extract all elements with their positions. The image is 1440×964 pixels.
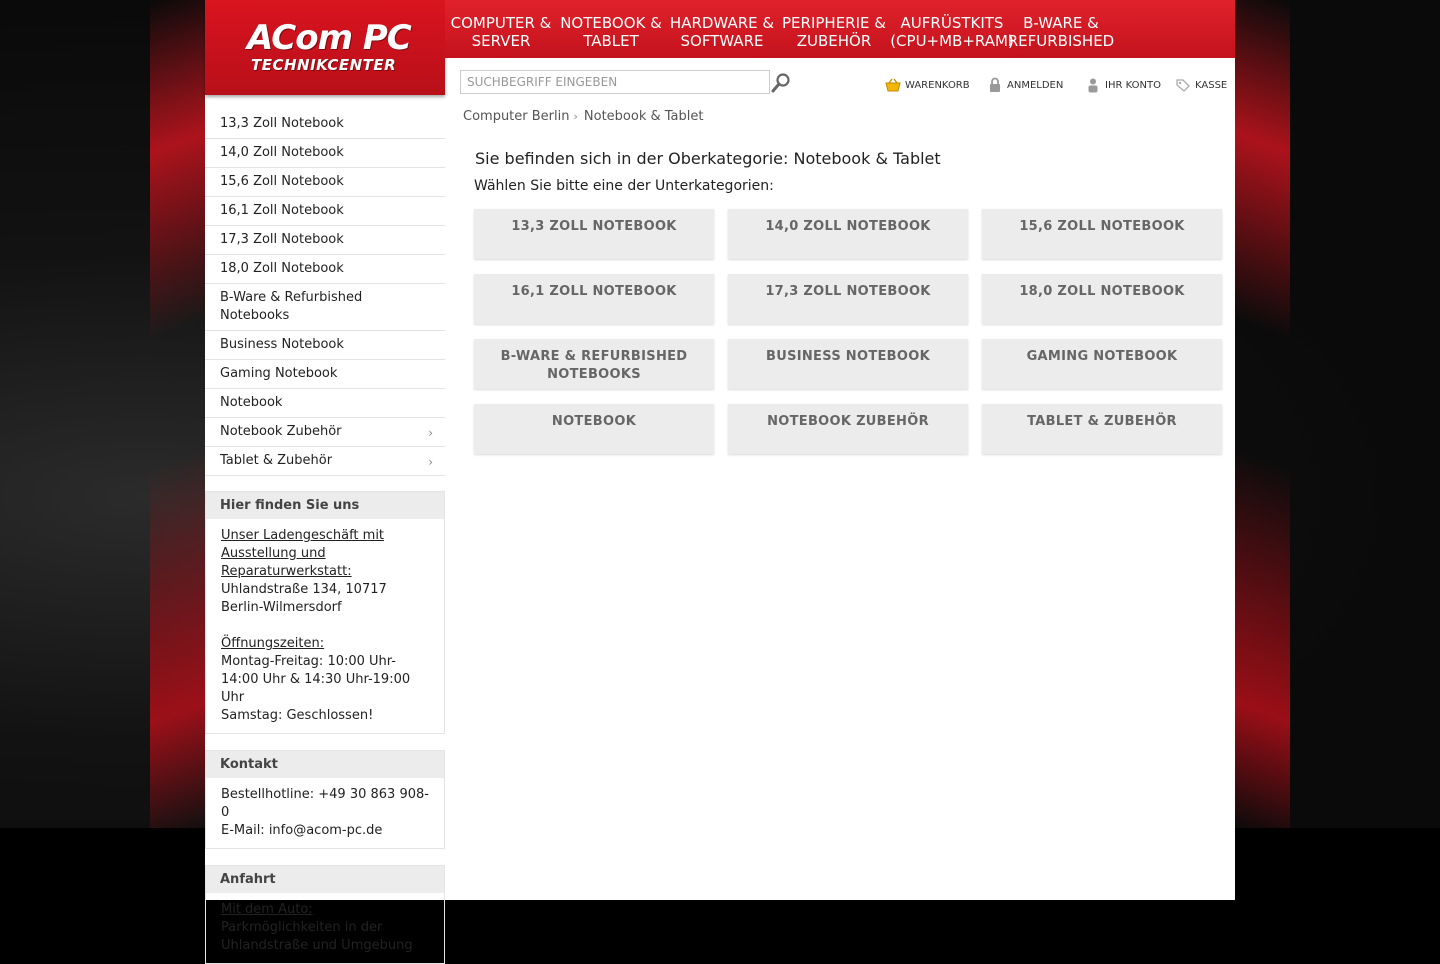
find-us-title: Hier finden Sie uns xyxy=(206,492,444,519)
tile-13-3-zoll[interactable]: 13,3 ZOLL NOTEBOOK xyxy=(474,209,714,259)
tile-business[interactable]: BUSINESS NOTEBOOK xyxy=(728,339,968,389)
tile-16-1-zoll[interactable]: 16,1 ZOLL NOTEBOOK xyxy=(474,274,714,324)
tile-14-0-zoll[interactable]: 14,0 ZOLL NOTEBOOK xyxy=(728,209,968,259)
user-icon xyxy=(1085,77,1101,93)
sidebar-item-label: 16,1 Zoll Notebook xyxy=(220,203,344,218)
nav-computer-server[interactable]: COMPUTER & SERVER xyxy=(450,14,552,50)
account-label: IHR KONTO xyxy=(1105,79,1161,91)
sidebar-item-label: 13,3 Zoll Notebook xyxy=(220,116,344,131)
find-us-box xyxy=(205,491,445,734)
sidebar-item-notebook[interactable] xyxy=(205,389,445,418)
tile-tablet-zubehoer[interactable]: TABLET & ZUBEHÖR xyxy=(982,404,1222,454)
nav-notebook-tablet[interactable]: NOTEBOOK & TABLET xyxy=(560,14,662,50)
store-label[interactable]: Unser Ladengeschäft mit Ausstellung und Reparaturwerkstatt: xyxy=(221,528,385,579)
sidebar-item-gaming[interactable] xyxy=(205,360,445,389)
checkout-label: KASSE xyxy=(1195,79,1228,91)
page-container xyxy=(205,0,1235,953)
sidebar-item-label: B-Ware & Refurbished Notebooks xyxy=(220,290,363,323)
search-button[interactable] xyxy=(770,72,792,94)
contact-phone: Bestellhotline: +49 30 863 908-0 xyxy=(221,787,429,820)
sidebar-item-label: 14,0 Zoll Notebook xyxy=(220,145,344,160)
page-subtitle: Wählen Sie bitte eine der Unterkategorien: xyxy=(474,178,774,194)
sidebar-item-17-3-zoll[interactable] xyxy=(205,226,445,255)
breadcrumb-current[interactable]: Notebook & Tablet xyxy=(583,109,704,124)
sidebar-item-tablet-zubehoer[interactable] xyxy=(205,447,445,476)
hours-label[interactable]: Öffnungszeiten: xyxy=(221,636,325,651)
lock-icon xyxy=(987,77,1003,93)
hours-saturday: Samstag: Geschlossen! xyxy=(221,708,374,723)
contact-email[interactable]: E-Mail: info@acom-pc.de xyxy=(221,823,383,838)
sidebar-item-14-0-zoll[interactable] xyxy=(205,139,445,168)
car-text: Parkmöglichkeiten in der Uhlandstraße und Umgebung xyxy=(221,920,413,953)
sidebar-item-15-6-zoll[interactable] xyxy=(205,168,445,197)
tile-notebook-zubehoer[interactable]: NOTEBOOK ZUBEHÖR xyxy=(728,404,968,454)
chevron-right-icon: › xyxy=(573,110,578,123)
login-link[interactable] xyxy=(987,77,1063,93)
chevron-right-icon: › xyxy=(428,426,433,440)
sidebar-item-label: 18,0 Zoll Notebook xyxy=(220,261,344,276)
tile-notebook[interactable]: NOTEBOOK xyxy=(474,404,714,454)
search-input[interactable] xyxy=(461,72,763,92)
find-us-body xyxy=(206,519,444,733)
contact-body xyxy=(206,778,444,848)
tile-17-3-zoll[interactable]: 17,3 ZOLL NOTEBOOK xyxy=(728,274,968,324)
search-box xyxy=(460,70,770,94)
directions-box xyxy=(205,865,445,964)
sidebar-item-label: Notebook Zubehör xyxy=(220,424,342,439)
logo-sub-text: TECHNIKCENTER xyxy=(251,56,397,74)
page-title: Sie befinden sich in der Oberkategorie: Notebook & Tablet xyxy=(475,149,941,168)
sidebar-item-label: Notebook xyxy=(220,395,283,410)
sidebar-item-16-1-zoll[interactable] xyxy=(205,197,445,226)
login-label: ANMELDEN xyxy=(1007,79,1064,91)
car-label[interactable]: Mit dem Auto: xyxy=(221,902,313,917)
sidebar-item-13-3-zoll[interactable] xyxy=(205,110,445,139)
nav-hardware-software[interactable]: HARDWARE & SOFTWARE xyxy=(669,14,775,50)
nav-bware-refurbished[interactable]: B-WARE & REFURBISHED xyxy=(1007,14,1115,50)
contact-box xyxy=(205,750,445,849)
sidebar xyxy=(205,110,445,964)
sidebar-item-18-0-zoll[interactable] xyxy=(205,255,445,284)
tile-15-6-zoll[interactable]: 15,6 ZOLL NOTEBOOK xyxy=(982,209,1222,259)
breadcrumb-home[interactable]: Computer Berlin xyxy=(463,109,570,124)
background-red-accent-left xyxy=(150,0,210,828)
directions-title: Anfahrt xyxy=(206,866,444,893)
logo-main-text: ACom PC xyxy=(247,18,411,58)
breadcrumb xyxy=(463,109,703,124)
sidebar-item-label: Tablet & Zubehör xyxy=(220,453,333,468)
tile-gaming[interactable]: GAMING NOTEBOOK xyxy=(982,339,1222,389)
directions-body xyxy=(206,893,444,963)
cart-label: WARENKORB xyxy=(905,79,970,91)
chevron-right-icon: › xyxy=(428,455,433,469)
store-address: Uhlandstraße 134, 10717 Berlin-Wilmersdorf xyxy=(221,582,387,615)
account-link[interactable] xyxy=(1085,77,1161,93)
sidebar-item-label: 17,3 Zoll Notebook xyxy=(220,232,344,247)
search-icon xyxy=(770,72,792,94)
sidebar-item-label: Gaming Notebook xyxy=(220,366,338,381)
tag-icon xyxy=(1175,77,1191,93)
sidebar-item-bware[interactable] xyxy=(205,284,445,331)
logo[interactable] xyxy=(205,0,445,95)
nav-peripherie-zubehoer[interactable]: PERIPHERIE & ZUBEHÖR xyxy=(782,14,886,50)
hours-weekday: Montag-Freitag: 10:00 Uhr-14:00 Uhr & 14:30 Uhr-19:00 Uhr xyxy=(221,654,411,705)
basket-icon xyxy=(885,77,901,93)
nav-aufruestkits[interactable]: AUFRÜSTKITS (CPU+MB+RAM) xyxy=(890,14,1014,50)
sidebar-item-label: 15,6 Zoll Notebook xyxy=(220,174,344,189)
checkout-link[interactable] xyxy=(1175,77,1227,93)
tile-bware[interactable]: B-WARE & REFURBISHED NOTEBOOKS xyxy=(474,339,714,389)
background-red-accent-right xyxy=(1230,0,1290,828)
sidebar-item-notebook-zubehoer[interactable] xyxy=(205,418,445,447)
tile-18-0-zoll[interactable]: 18,0 ZOLL NOTEBOOK xyxy=(982,274,1222,324)
sidebar-item-label: Business Notebook xyxy=(220,337,344,352)
cart-link[interactable] xyxy=(885,77,970,93)
top-navigation xyxy=(445,0,1235,58)
contact-title: Kontakt xyxy=(206,751,444,778)
sidebar-item-business[interactable] xyxy=(205,331,445,360)
